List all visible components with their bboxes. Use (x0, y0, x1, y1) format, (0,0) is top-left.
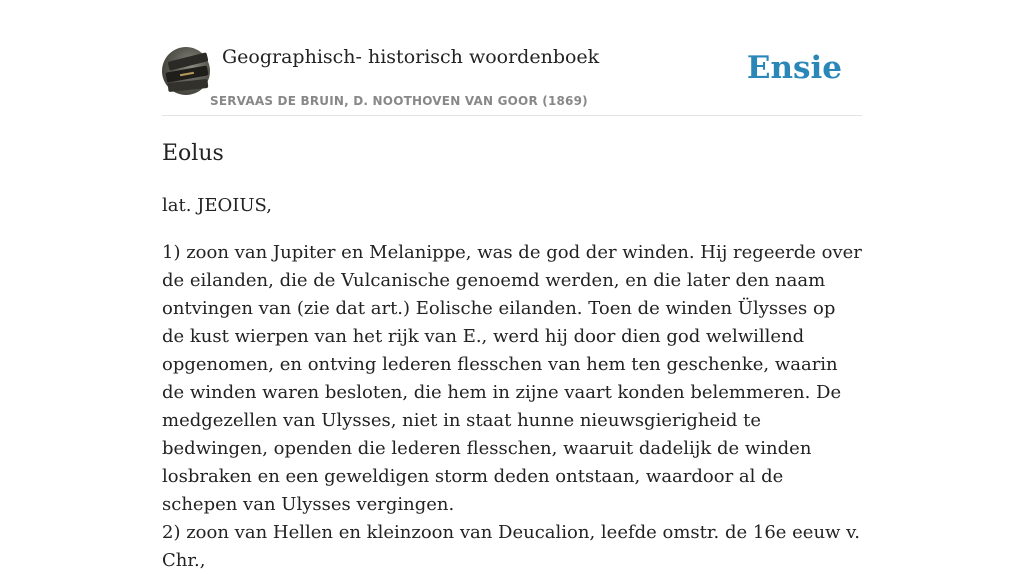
entry-latin-name: lat. JEOIUS, (162, 195, 272, 216)
entry-definition-2: 2) zoon van Hellen en kleinzoon van Deucalion, leefde omstr. de 16e eeuw v. Chr., (162, 522, 860, 571)
book-title[interactable]: Geographisch- historisch woordenboek (222, 46, 600, 68)
book-cover-avatar[interactable] (162, 47, 210, 95)
entry-definition-1: 1) zoon van Jupiter en Melanippe, was de god der winden. Hij regeerde over de eilanden, die de Vulcanische genoemd werden, en die later den naam ontvingen van (zie dat art.) Eolische eilanden. Toen de winden Ülysses op de kust wierpen van het rijk van E., werd hij door dien god welwillend opgenomen, en ontving lederen flesschen van hem ten geschenke, waarin de winden waren besloten, die hem in zijne vaart konden belemmeren. De medgezellen van Ulysses, niet in staat hunne nieuwsgierigheid te bedwingen, openden die lederen flesschen, waaruit dadelijk de winden losbraken en een geweldigen storm deden ontstaan, waardoor al de schepen van Ulysses vergingen. (162, 242, 862, 515)
ensie-logo[interactable]: Ensie (746, 50, 842, 86)
header (162, 46, 862, 116)
entry-content (162, 138, 862, 575)
book-authors: SERVAAS DE BRUIN, D. NOOTHOVEN VAN GOOR (1869) (210, 94, 588, 108)
entry-title: Eolus (162, 141, 224, 166)
